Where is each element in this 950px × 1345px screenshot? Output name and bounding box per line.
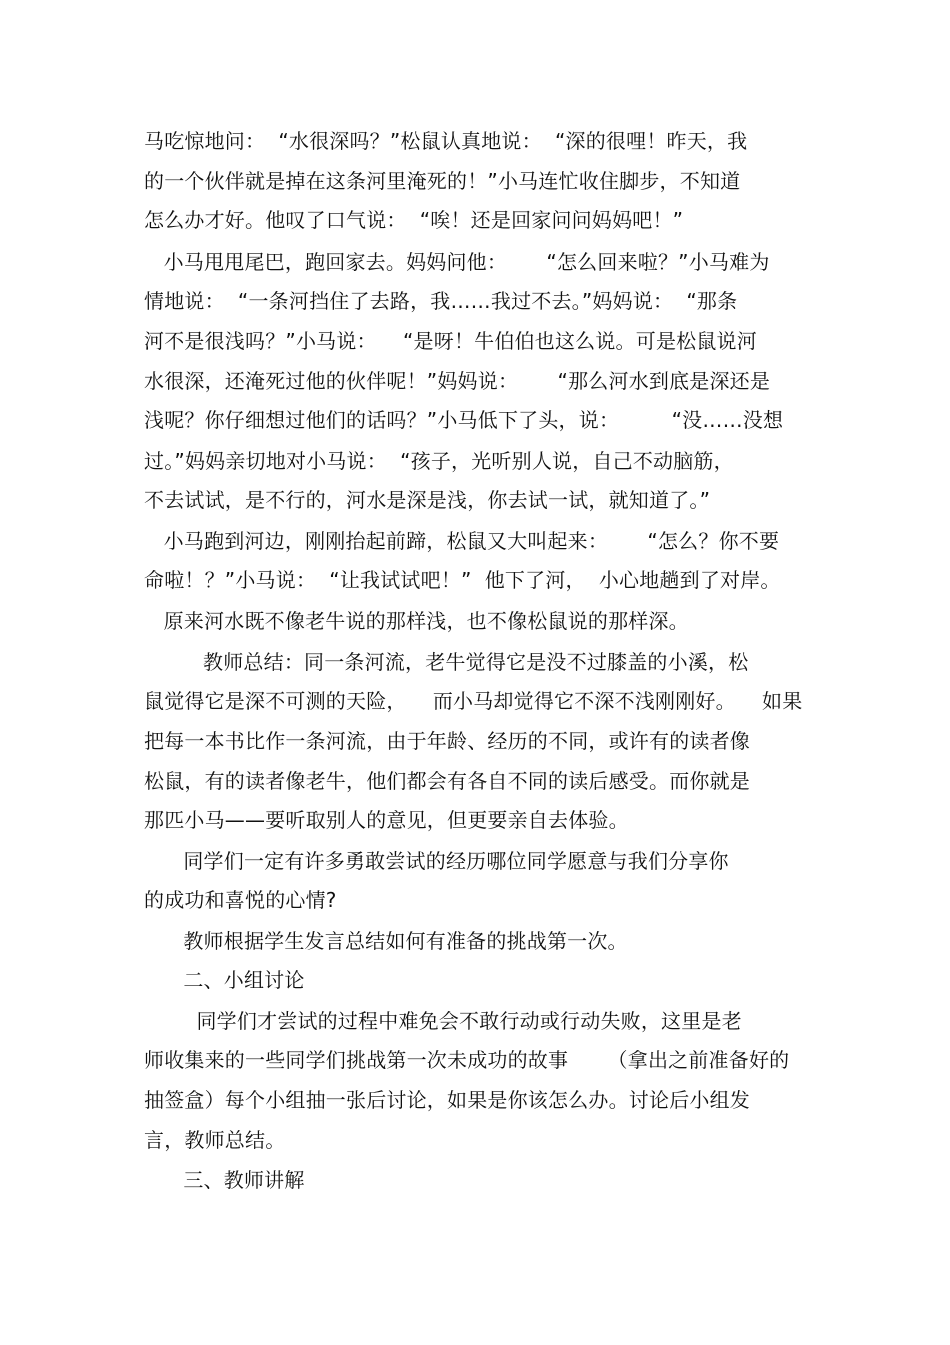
text-line: 河不是很浅吗？”小马说： “是呀！牛伯伯也这么说。可是松鼠说河 [144, 329, 757, 353]
text-line: 怎么办才好。他叹了口气说： “唉！还是回家问问妈妈吧！” [144, 208, 684, 232]
text-line: 的一个伙伴就是掉在这条河里淹死的！”小马连忙收住脚步，不知道 [144, 169, 741, 193]
text-line: 鼠觉得它是深不可测的天险， 而小马却觉得它不深不浅刚刚好。 如果 [144, 689, 803, 713]
text-line: 原来河水既不像老牛说的那样浅，也不像松鼠说的那样深。 [144, 609, 689, 633]
text-line: 那匹小马——要听取别人的意见，但更要亲自去体验。 [144, 808, 629, 832]
text-line: 把每一本书比作一条河流，由于年龄、经历的不同，或许有的读者像 [144, 729, 750, 753]
text-line: 小马跑到河边，刚刚抬起前蹄，松鼠又大叫起来： “怎么？你不要 [144, 529, 780, 553]
text-line: 教师总结：同一条河流，老牛觉得它是没不过膝盖的小溪，松 [144, 650, 749, 674]
text-line: 水很深，还淹死过他的伙伴呢！”妈妈说： “那么河水到底是深还是 [144, 369, 771, 393]
text-line: 情地说： “一条河挡住了去路，我……我过不去。”妈妈说： “那条 [144, 289, 738, 313]
text-line: 同学们才尝试的过程中难免会不敢行动或行动失败，这里是老 [144, 1009, 742, 1033]
text-line: 松鼠，有的读者像老牛，他们都会有各自不同的读后感受。而你就是 [144, 769, 750, 793]
text-line: 过。”妈妈亲切地对小马说： “孩子，光听别人说，自己不动脑筋， [144, 449, 734, 473]
text-line: 抽签盒）每个小组抽一张后讨论，如果是你该怎么办。讨论后小组发 [144, 1088, 750, 1112]
text-line: 马吃惊地问： “水很深吗？”松鼠认真地说： “深的很哩！昨天，我 [144, 129, 748, 153]
text-line: 师收集来的一些同学们挑战第一次未成功的故事 （拿出之前准备好的 [144, 1048, 790, 1072]
section-heading: 二、小组讨论 [144, 968, 305, 992]
section-heading: 三、教师讲解 [144, 1168, 305, 1192]
text-line: 言，教师总结。 [144, 1128, 286, 1152]
text-line: 不去试试，是不行的，河水是深是浅，你去试一试，就知道了。” [144, 488, 711, 512]
text-line: 小马甩甩尾巴，跑回家去。妈妈问他： “怎么回来啦？”小马难为 [144, 250, 770, 274]
text-line: 命啦！？”小马说： “让我试试吧！” 他下了河， 小心地趟到了对岸。 [144, 568, 781, 592]
text-line: 同学们一定有许多勇敢尝试的经历哪位同学愿意与我们分享你 [144, 849, 729, 873]
text-line: 浅呢？你仔细想过他们的话吗？”小马低下了头，说： “没……没想 [144, 408, 784, 432]
text-line: 教师根据学生发言总结如何有准备的挑战第一次。 [144, 929, 628, 953]
text-line: 的成功和喜悦的心情? [144, 888, 337, 912]
